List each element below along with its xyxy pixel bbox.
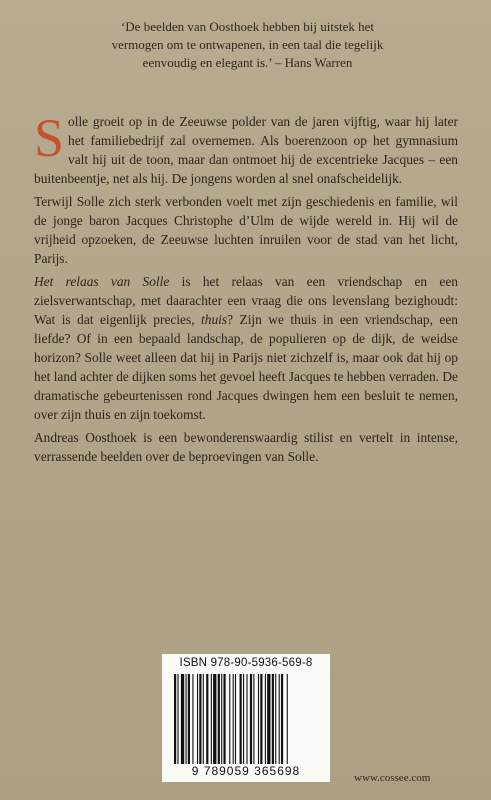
barcode-stripe — [258, 674, 259, 768]
barcode-number: 9 789059 365698 — [162, 764, 330, 778]
barcode-stripe — [229, 674, 230, 768]
barcode-stripe — [279, 674, 280, 768]
publisher-website: www.cossee.com — [354, 772, 431, 784]
barcode-stripe — [177, 674, 178, 768]
barcode-stripe — [267, 674, 270, 768]
barcode-stripe — [240, 674, 242, 768]
paragraph-1 — [34, 108, 458, 188]
quote-line: vermogen om te ontwapenen, in een taal die tegelijk — [111, 37, 384, 52]
barcode-stripe — [181, 674, 184, 768]
barcode-stripe — [206, 674, 208, 768]
synopsis — [34, 108, 458, 470]
barcode-stripe — [213, 674, 216, 768]
paragraph-3-text-a: is het relaas van een vriendschap en een zielsverwantschap, met daarachter een vraag die ons levenslang bezighoudt: Wat is dat eigenlijk precies, — [34, 274, 458, 327]
barcode-stripe — [272, 674, 274, 768]
isbn-barcode — [162, 654, 330, 782]
barcode-stripe — [243, 674, 244, 768]
drop-cap: S — [34, 108, 65, 168]
barcode-stripe — [281, 674, 283, 768]
barcode-stripe — [188, 674, 190, 768]
isbn-label: ISBN 978-90-5936-569-8 — [179, 657, 313, 669]
barcode-stripe — [287, 674, 288, 768]
barcode-stripe — [260, 674, 262, 768]
emphasis-thuis: thuis — [201, 312, 228, 327]
barcode-stripe — [197, 674, 198, 768]
barcode-stripe — [174, 674, 176, 768]
barcode-stripe — [250, 674, 252, 768]
barcode-stripe — [211, 674, 212, 768]
blurb-quote — [60, 18, 435, 72]
quote-line: ‘De beelden van Oosthoek hebben bij uitstek het — [120, 19, 375, 34]
barcode-stripe — [203, 674, 204, 768]
barcode-stripe — [275, 674, 276, 768]
barcode-stripe — [265, 674, 266, 768]
barcode-stripe — [253, 674, 254, 768]
barcode-stripe — [192, 674, 193, 768]
barcode-stripe — [233, 674, 234, 768]
barcode-stripe — [235, 674, 236, 768]
barcode-stripe — [186, 674, 187, 768]
barcode-stripe — [223, 674, 225, 768]
barcode-stripe — [199, 674, 201, 768]
paragraph-1-text: olle groeit op in de Zeeuwse polder van de jaren vijftig, waar hij later het familiebedrijf zal overnemen. Als boerenzoon op het gymnasium valt hij uit de toon, maar dan ontmoet hij de excentrieke Jacques – een buitenbeentje, net als hij. De jongens worden al snel onafscheidelijk. — [34, 114, 458, 186]
barcode-stripe — [246, 674, 247, 768]
paragraph-3-text-b: ? Zijn we thuis in een vriendschap, een liefde? Of in een bepaald landschap, de populieren op de dijk, de weidse horizon? Solle weet alleen dat hij in Parijs niet zichzelf is, maar ook dat hij op het land achter de dijken soms het gevoel heeft Jacques te hebben verraden. De dramatische gebeurtenissen rond Jacques dwingen hem een besluit te nemen, over zijn thuis en zijn toekomst. — [34, 312, 458, 422]
paragraph-2: Terwijl Solle zich sterk verbonden voelt met zijn geschiedenis en familie, wil de jonge baron Jacques Christophe d’Ulm de wijde wereld in. Hij wil de vrijheid opzoeken, de Zeeuwse luchten inruilen voor de stad van het licht, Parijs. — [34, 194, 458, 266]
barcode-stripe — [218, 674, 220, 768]
book-title: Het relaas van Solle — [34, 274, 170, 289]
paragraph-4: Andreas Oosthoek is een bewonderenswaardig stilist en vertelt in intense, verrassende beelden over de beproevingen van Solle. — [34, 430, 458, 464]
paragraph-3 — [34, 272, 458, 424]
quote-line: eenvoudig en elegant is.’ – Hans Warren — [142, 55, 353, 70]
barcode-stripe — [221, 674, 222, 768]
barcode-bars — [174, 674, 320, 768]
